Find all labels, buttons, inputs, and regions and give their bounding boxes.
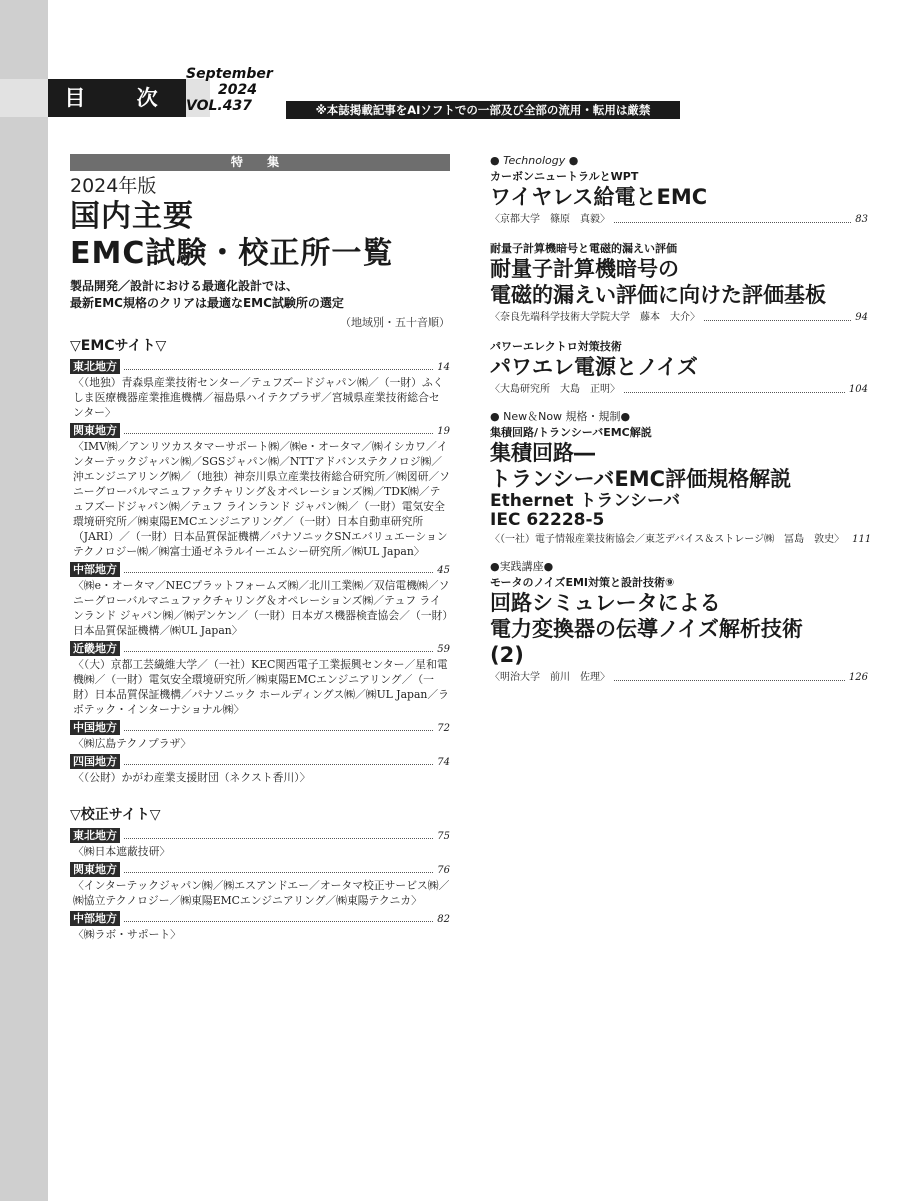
article-byline: 〈大島研究所 大島 正明〉 xyxy=(490,384,620,395)
leader-dots xyxy=(614,222,851,223)
leader-dots xyxy=(124,921,433,922)
article-byline: 〈（一社）電子情報産業技術協会／東芝デバイス＆ストレージ㈱ 冨島 敦史〉 xyxy=(490,534,845,545)
article-byline-row xyxy=(490,383,868,396)
calib-sites-heading: ▽校正サイト▽ xyxy=(70,807,161,823)
page-number: 94 xyxy=(855,312,868,323)
left-margin-bar xyxy=(0,0,48,1201)
emc-sites-heading: ▽EMCサイト▽ xyxy=(70,338,167,354)
region-entry[interactable] xyxy=(70,862,450,877)
region-entry[interactable] xyxy=(70,828,450,843)
article-entry[interactable] xyxy=(490,426,872,546)
copyright-notice: ※本誌掲載記事をAIソフトでの一部及び全部の流用・転用は厳禁 xyxy=(286,101,680,119)
technology-label: ● Technology ● xyxy=(490,154,579,167)
region-label: 東北地方 xyxy=(70,828,120,843)
page-number: 76 xyxy=(437,865,450,876)
leader-dots xyxy=(624,392,845,393)
region-entry[interactable] xyxy=(70,359,450,374)
page-number: 74 xyxy=(437,757,450,768)
article-title-line3: (2) xyxy=(490,643,524,667)
leader-dots xyxy=(704,320,851,321)
region-label: 中国地方 xyxy=(70,720,120,735)
region-body: 〈㈱ラボ・サポート〉 xyxy=(73,928,181,941)
page-number: 45 xyxy=(437,565,450,576)
leader-dots xyxy=(124,764,433,765)
page-number: 59 xyxy=(437,644,450,655)
region-label: 東北地方 xyxy=(70,359,120,374)
region-body: 〈（公財）かがわ産業支援財団（ネクスト香川）〉 xyxy=(73,771,311,784)
article-byline: 〈奈良先端科学技術大学院大学 藤本 大介〉 xyxy=(490,312,700,323)
page-number: 83 xyxy=(855,214,868,225)
issue-month: September xyxy=(186,66,273,82)
region-entry[interactable] xyxy=(70,754,450,769)
article-title-line1: 回路シミュレータによる xyxy=(490,591,721,615)
new-now-label: ● New＆Now 規格・規制● xyxy=(490,410,631,423)
feature-column xyxy=(70,154,450,942)
article-title-line1: 集積回路― xyxy=(490,441,595,465)
article-title-line2: 電力変換器の伝導ノイズ解析技術 xyxy=(490,617,803,641)
leader-dots xyxy=(124,369,433,370)
leader-dots xyxy=(124,651,433,652)
page-number: 126 xyxy=(848,672,868,683)
region-body: 〈㈱広島テクノプラザ〉 xyxy=(73,737,192,750)
article-title-line2: トランシーバEMC評価規格解説 xyxy=(490,467,792,491)
article-subtitle: パワーエレクトロ対策技術 xyxy=(490,340,622,353)
article-title-line4: IEC 62228-5 xyxy=(490,510,605,530)
leader-dots xyxy=(614,680,845,681)
region-body: 〈インターテックジャパン㈱／㈱エスアンドエー／オータマ校正サービス㈱／㈱協立テクノロジー／㈱東陽EMCエンジニアリング／㈱東陽テクニカ〉 xyxy=(73,879,450,907)
region-label: 中部地方 xyxy=(70,911,120,926)
region-body: 〈（地独）青森県産業技術センター／テュフズードジャパン㈱／（一財）ふくしま医療機器産業推進機構／福島県ハイテクプラザ／宮城県産業技術総合センター〉 xyxy=(73,376,444,419)
leader-dots xyxy=(124,572,433,573)
feature-banner: 特 集 xyxy=(70,154,450,171)
page-number: 72 xyxy=(437,723,450,734)
feature-title-line1: 国内主要 xyxy=(70,199,194,234)
article-title-line2: 電磁的漏えい評価に向けた評価基板 xyxy=(490,283,826,307)
practice-label: ●実践講座● xyxy=(490,560,554,573)
article-entry[interactable] xyxy=(490,242,868,324)
region-label: 関東地方 xyxy=(70,423,120,438)
region-entry[interactable] xyxy=(70,641,450,656)
feature-lead-line1: 製品開発／設計における最適化設計では、 xyxy=(70,279,299,293)
feature-lead xyxy=(70,278,450,312)
article-byline-row xyxy=(490,533,872,546)
region-entry[interactable] xyxy=(70,423,450,438)
toc-label: 目 次 xyxy=(48,79,186,117)
article-byline: 〈京都大学 篠原 真毅〉 xyxy=(490,214,610,225)
article-entry[interactable] xyxy=(490,170,868,226)
region-body: 〈IMV㈱／アンリツカスタマーサポート㈱／㈱e・オータマ／㈱イシカワ／インターテックジャパン㈱／SGSジャパン㈱／NTTアドバンステクノロジ㈱／沖エンジニアリング㈱／（地独）神奈川県立産業技術総合研究所／㈱図研／ソニーグローバルマニュファクチャリング＆オペレーションズ㈱／TDK㈱／テュフズードジャパン㈱／テュフ ラインランド ジャパン㈱／（一財）電気安全環境研究所／㈱東陽EMCエンジニアリング／（一財）日本自動車研究所（JARI）／（一財）日本品質保証機構／パナソニックSNエバリュエーションテクノロジー㈱／㈱富士通ゼネラルイーエムシー研究所／㈱UL Japan〉 xyxy=(73,440,450,558)
article-byline-row xyxy=(490,311,868,324)
article-entry[interactable] xyxy=(490,576,868,684)
order-note: （地域別・五十音順） xyxy=(340,316,450,329)
issue-year: 2024 xyxy=(218,82,257,98)
feature-title-line2: EMC試験・校正所一覧 xyxy=(70,236,394,271)
issue-volume: VOL.437 xyxy=(186,98,252,114)
article-title-line1: 耐量子計算機暗号の xyxy=(490,257,679,281)
leader-dots xyxy=(124,730,433,731)
article-title: ワイヤレス給電とEMC xyxy=(490,185,708,209)
feature-edition: 2024年版 xyxy=(70,175,157,197)
leader-dots xyxy=(124,838,433,839)
page-number: 19 xyxy=(437,426,450,437)
page-number: 104 xyxy=(848,384,868,395)
article-entry[interactable] xyxy=(490,340,868,396)
region-entry[interactable] xyxy=(70,562,450,577)
article-subtitle: 集積回路/トランシーバEMC解説 xyxy=(490,426,652,439)
article-subtitle: カーボンニュートラルとWPT xyxy=(490,170,639,183)
article-subtitle: モータのノイズEMI対策と設計技術⑨ xyxy=(490,576,675,589)
page-number: 75 xyxy=(437,831,450,842)
article-title: パワエレ電源とノイズ xyxy=(490,355,698,379)
article-byline: 〈明治大学 前川 佐理〉 xyxy=(490,672,610,683)
feature-lead-line2: 最新EMC規格のクリアは最適なEMC試験所の選定 xyxy=(70,296,344,310)
issue-info xyxy=(186,66,273,114)
article-byline-row xyxy=(490,671,868,684)
article-byline-row xyxy=(490,213,868,226)
article-subtitle: 耐量子計算機暗号と電磁的漏えい評価 xyxy=(490,242,677,255)
region-label: 近畿地方 xyxy=(70,641,120,656)
region-entry[interactable] xyxy=(70,720,450,735)
region-body: 〈㈱日本遮蔽技研〉 xyxy=(73,845,171,858)
region-body: 〈㈱e・オータマ／NECプラットフォームズ㈱／北川工業㈱／双信電機㈱／ソニーグローバルマニュファクチャリング＆オペレーションズ㈱／テュフ ラインランド ジャパン㈱／㈱デンケン／（一財）日本ガス機器検査協会／（一財）日本品質保証機構／㈱UL Japan〉 xyxy=(73,579,450,637)
page-number: 111 xyxy=(852,534,872,545)
region-label: 関東地方 xyxy=(70,862,120,877)
region-entry[interactable] xyxy=(70,911,450,926)
region-body: 〈（大）京都工芸繊維大学／（一社）KEC関西電子工業振興センター／星和電機㈱／（一財）電気安全環境研究所／㈱東陽EMCエンジニアリング／（一財）日本品質保証機構／パナソニック ホールディングス㈱／㈱UL Japan／ラボテック・インターナショナル㈱〉 xyxy=(73,658,449,716)
leader-dots xyxy=(124,872,433,873)
page-number: 14 xyxy=(437,362,450,373)
region-label: 中部地方 xyxy=(70,562,120,577)
articles-column xyxy=(490,154,872,684)
region-label: 四国地方 xyxy=(70,754,120,769)
page-number: 82 xyxy=(437,914,450,925)
leader-dots xyxy=(124,433,433,434)
article-title-line3: Ethernet トランシーバ xyxy=(490,491,681,511)
